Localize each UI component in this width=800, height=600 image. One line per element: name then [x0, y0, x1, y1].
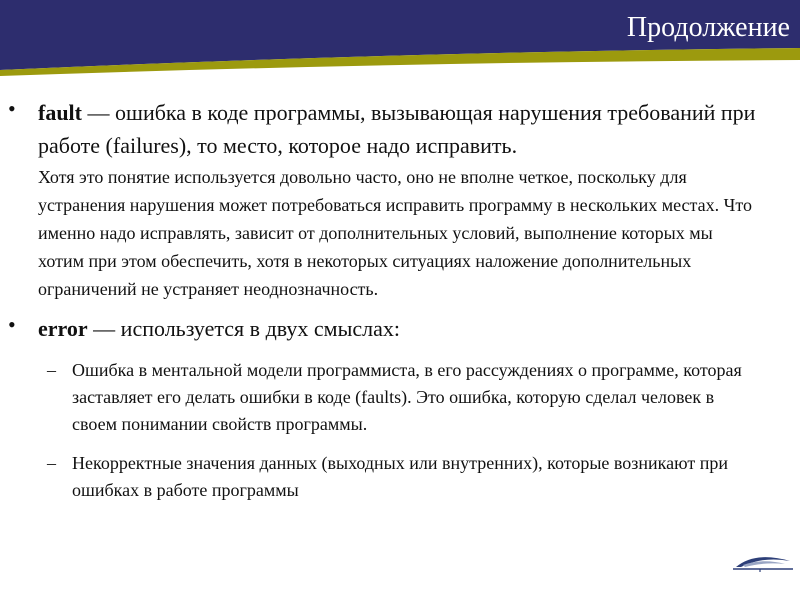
slide-body: [0, 96, 800, 504]
fault-note: Хотя это понятие используется довольно часто, оно не вполне четкое, поскольку для устранения нарушения может потребоваться исправить программу в нескольких местах. Что именно надо исправлять, зависит от дополнительных условий, выполнение которых мы хотим при этом обеспечить, хотя в некоторых ситуациях наложение дополнительных ограничений не устраняет неоднозначность.: [38, 167, 752, 299]
bullet-marker: •: [8, 96, 16, 121]
bullet-fault: [0, 96, 800, 303]
term-error: error: [38, 316, 88, 341]
bullet-marker: •: [8, 312, 16, 337]
subitem-text: Ошибка в ментальной модели программиста, в его рассуждениях о программе, которая заставляет его делать ошибки в коде (faults). Это ошибка, которую сделал человек в своем понимании свойств программы.: [72, 360, 742, 434]
bullet-lead: [38, 312, 760, 345]
error-subitem-mental-model: [0, 357, 800, 438]
bullet-error: [0, 312, 800, 345]
fault-definition: — ошибка в коде программы, вызывающая нарушения требований при работе (failures), то место, которое надо исправить.: [38, 100, 756, 158]
subitem-text: Некорректные значения данных (выходных или внутренних), которые возникают при ошибках в работе программы: [72, 453, 728, 500]
error-subitem-data-values: [0, 450, 800, 504]
subitem-marker: –: [47, 453, 56, 473]
slide-title: Продолжение: [626, 12, 790, 43]
subitem-marker: –: [47, 360, 56, 380]
logo-icon: [733, 548, 793, 574]
bullet-lead: [38, 96, 760, 162]
slide-header: [0, 0, 800, 80]
error-definition: — используется в двух смыслах:: [87, 316, 400, 341]
term-fault: fault: [38, 100, 82, 125]
